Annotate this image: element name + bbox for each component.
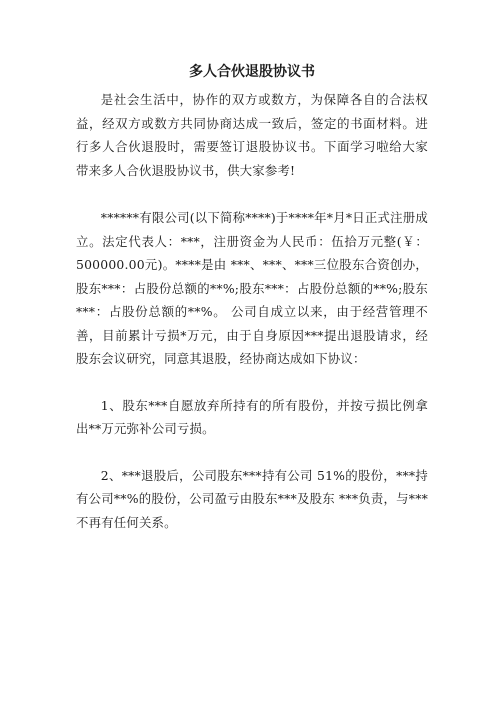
company-paragraph: ******有限公司(以下简称****)于****年*月*日正式注册成立。法定代表人：***，注册资金为人民币：伍拾万元整(￥：500000.00元)。****是由 ***、***、***三位股东合资创办，股东***：占股份总额的**%;股东***：占股份总额的**%;股东***：占股份总额的**%。 公司自成立以来，由于经营管理不善，目前累计亏损*万元，由于自身原因***提出退股请求，经股东会议研究，同意其退股，经协商达成如下协议： (76, 210, 428, 366)
clause-2: 2、***退股后，公司股东***持有公司 51%的股份，***持有公司**%的股份，公司盈亏由股东***及股东 ***负责，与***不再有任何关系。 (76, 467, 428, 530)
intro-paragraph: 是社会生活中，协作的双方或数方，为保障各自的合法权益，经双方或数方共同协商达成一致后，签定的书面材料。进行多人合伙退股时，需要签订退股协议书。下面学习啦给大家带来多人合伙退股协议书，供大家参考! (76, 92, 428, 178)
clause-1: 1、股东***自愿放弃所持有的所有股份，并按亏损比例拿出**万元弥补公司亏损。 (76, 397, 428, 436)
document-title: 多人合伙退股协议书 (189, 64, 315, 80)
document-page (76, 62, 428, 534)
